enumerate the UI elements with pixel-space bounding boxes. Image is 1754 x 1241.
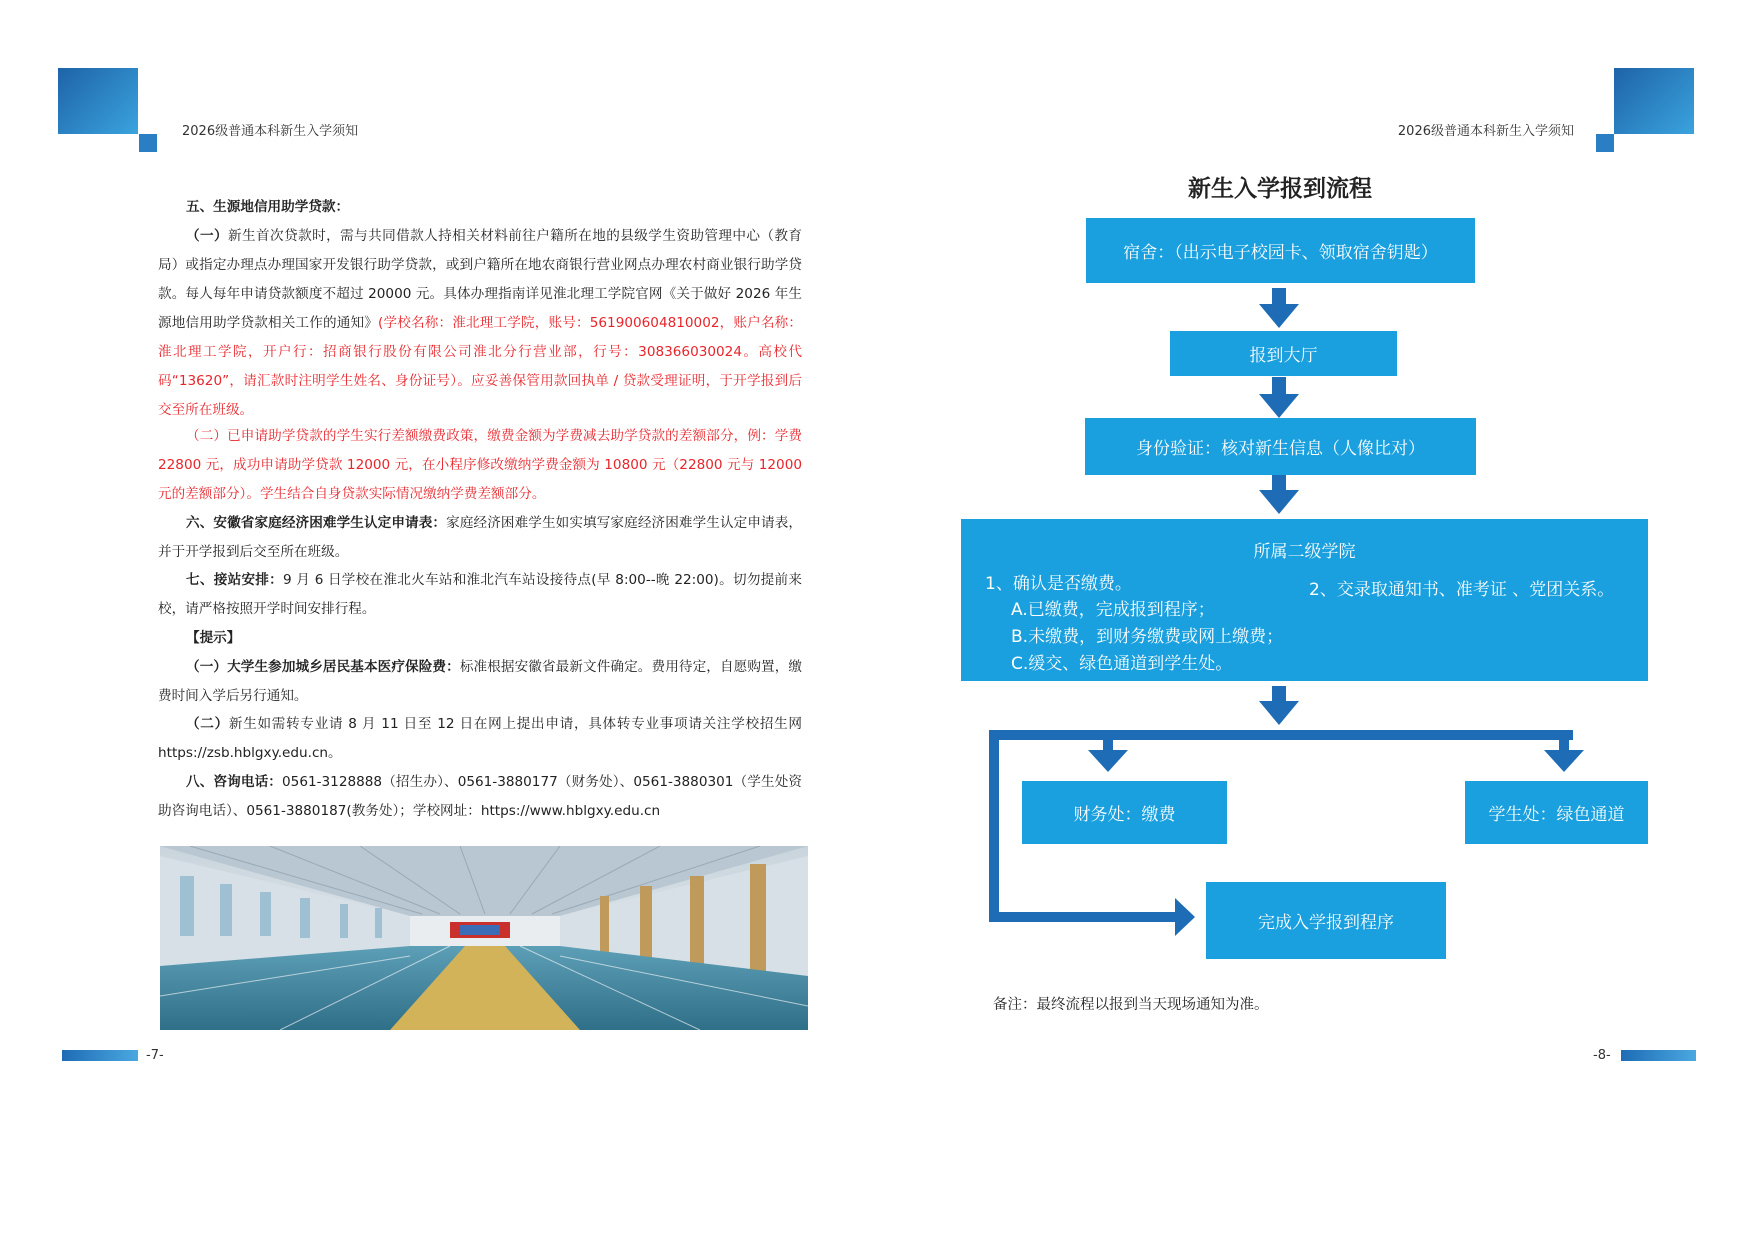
step-secondary-college <box>961 519 1648 681</box>
arrow-down-3 <box>1259 473 1299 514</box>
header-title-right: 2026级普通本科新生入学须知 <box>1397 124 1574 139</box>
arrow-down-2 <box>1259 377 1299 418</box>
step-student-office: 学生处：绿色通道 <box>1465 781 1648 844</box>
step-college-line-2: 2、交录取通知书、准考证 、党团关系。 <box>1309 580 1615 600</box>
tips-heading-text: 【提示】 <box>186 630 241 646</box>
section-6-heading: 六、安徽省家庭经济困难学生认定申请表： <box>186 515 447 531</box>
step-complete-registration: 完成入学报到程序 <box>1206 882 1446 959</box>
step-college-title: 所属二级学院 <box>1253 542 1356 562</box>
flowchart-note: 备注：最终流程以报到当天现场通知为准。 <box>993 997 1269 1013</box>
section-5-p1-red: (学校名称：淮北理工学院，账号：561900604810002，账户名称：淮北理工学院，开户行：招商银行股份有限公司淮北分行营业部，行号：308366030024。高校代码“13620”，请汇款时注明学生姓名、身份证号）。应妥善保管用款回执单 / 贷款受理证明，于开学报到后交至所在班级。 <box>158 315 802 418</box>
step-finance-office: 财务处：缴费 <box>1022 781 1227 844</box>
tip-1-text: 标准根据安徽省最新文件确定。费用待定，自愿购置，缴费时间入学后另行通知。 <box>158 659 803 704</box>
header-title-left: 2026级普通本科新生入学须知 <box>182 124 359 139</box>
step-identity-verification: 身份验证：核对新生信息（人像比对） <box>1085 418 1476 475</box>
arrow-down-4 <box>1259 686 1299 725</box>
section-7-text: 9 月 6 日学校在淮北火车站和淮北汽车站设接待点(早 8:00--晚 22:00)。切勿提前来校，请严格按照开学时间安排行程。 <box>158 572 802 617</box>
page-number-left: -7- <box>146 1048 164 1063</box>
flowchart-title: 新生入学报到流程 <box>1188 176 1372 202</box>
step-college-line-a: A.已缴费，完成报到程序； <box>1011 600 1215 620</box>
section-5-p1-text: 新生首次贷款时，需与共同借款人持相关材料前往户籍所在地的县级学生资助管理中心（教育局）或指定办理点办理国家开发银行助学贷款，或到户籍所在地农商银行营业网点办理农村商业银行助学贷款。每人每年申请贷款额度不超过 20000 元。具体办理指南详见淮北理工学院官网《关于做好 2026 年生源地信用助学贷款相关工作的通知》 <box>158 228 802 331</box>
tip-1-heading: （一）大学生参加城乡居民基本医疗保险费： <box>186 659 460 675</box>
arrow-down-1 <box>1259 288 1299 328</box>
step-dormitory: 宿舍：（出示电子校园卡、领取宿舍钥匙） <box>1086 218 1475 283</box>
tip-2-text: 新生如需转专业请 8 月 11 日至 12 日在网上提出申请，具体转专业事项请关注学校招生网 https://zsb.hblgxy.edu.cn。 <box>158 716 803 761</box>
section-5-p1-label: （一） <box>186 228 229 244</box>
page-number-right: -8- <box>1593 1048 1611 1063</box>
section-6-text: 家庭经济困难学生如实填写家庭经济困难学生认定申请表，并于开学报到后交至所在班级。 <box>158 515 803 560</box>
section-8-text: 0561-3128888（招生办）、0561-3880177（财务处）、0561-3880301（学生处资助咨询电话）、0561-3880187(教务处）；学校网址：https://www.hblgxy.edu.cn <box>158 774 803 819</box>
section-8-heading: 八、咨询电话： <box>186 774 283 790</box>
step-registration-hall: 报到大厅 <box>1170 331 1397 376</box>
section-5-paragraph-2: （二）已申请助学贷款的学生实行差额缴费政策，缴费金额为学费减去助学贷款的差额部分，例：学费 22800 元，成功申请助学贷款 12000 元，在小程序修改缴纳学费金额为 10800 元（22800 元与 12000 元的差额部分）。学生结合自身贷款实际情况缴纳学费差额部分。 <box>158 428 802 502</box>
section-5-heading-text: 五、生源地信用助学贷款： <box>186 199 350 215</box>
section-7-heading: 七、接站安排： <box>186 572 284 588</box>
tip-2-label: （二） <box>186 716 229 732</box>
step-college-line-1: 1、确认是否缴费。 <box>985 574 1132 594</box>
step-college-line-c: C.缓交、绿色通道到学生处。 <box>1011 654 1233 674</box>
step-college-line-b: B.未缴费，到财务缴费或网上缴费； <box>1011 627 1284 647</box>
